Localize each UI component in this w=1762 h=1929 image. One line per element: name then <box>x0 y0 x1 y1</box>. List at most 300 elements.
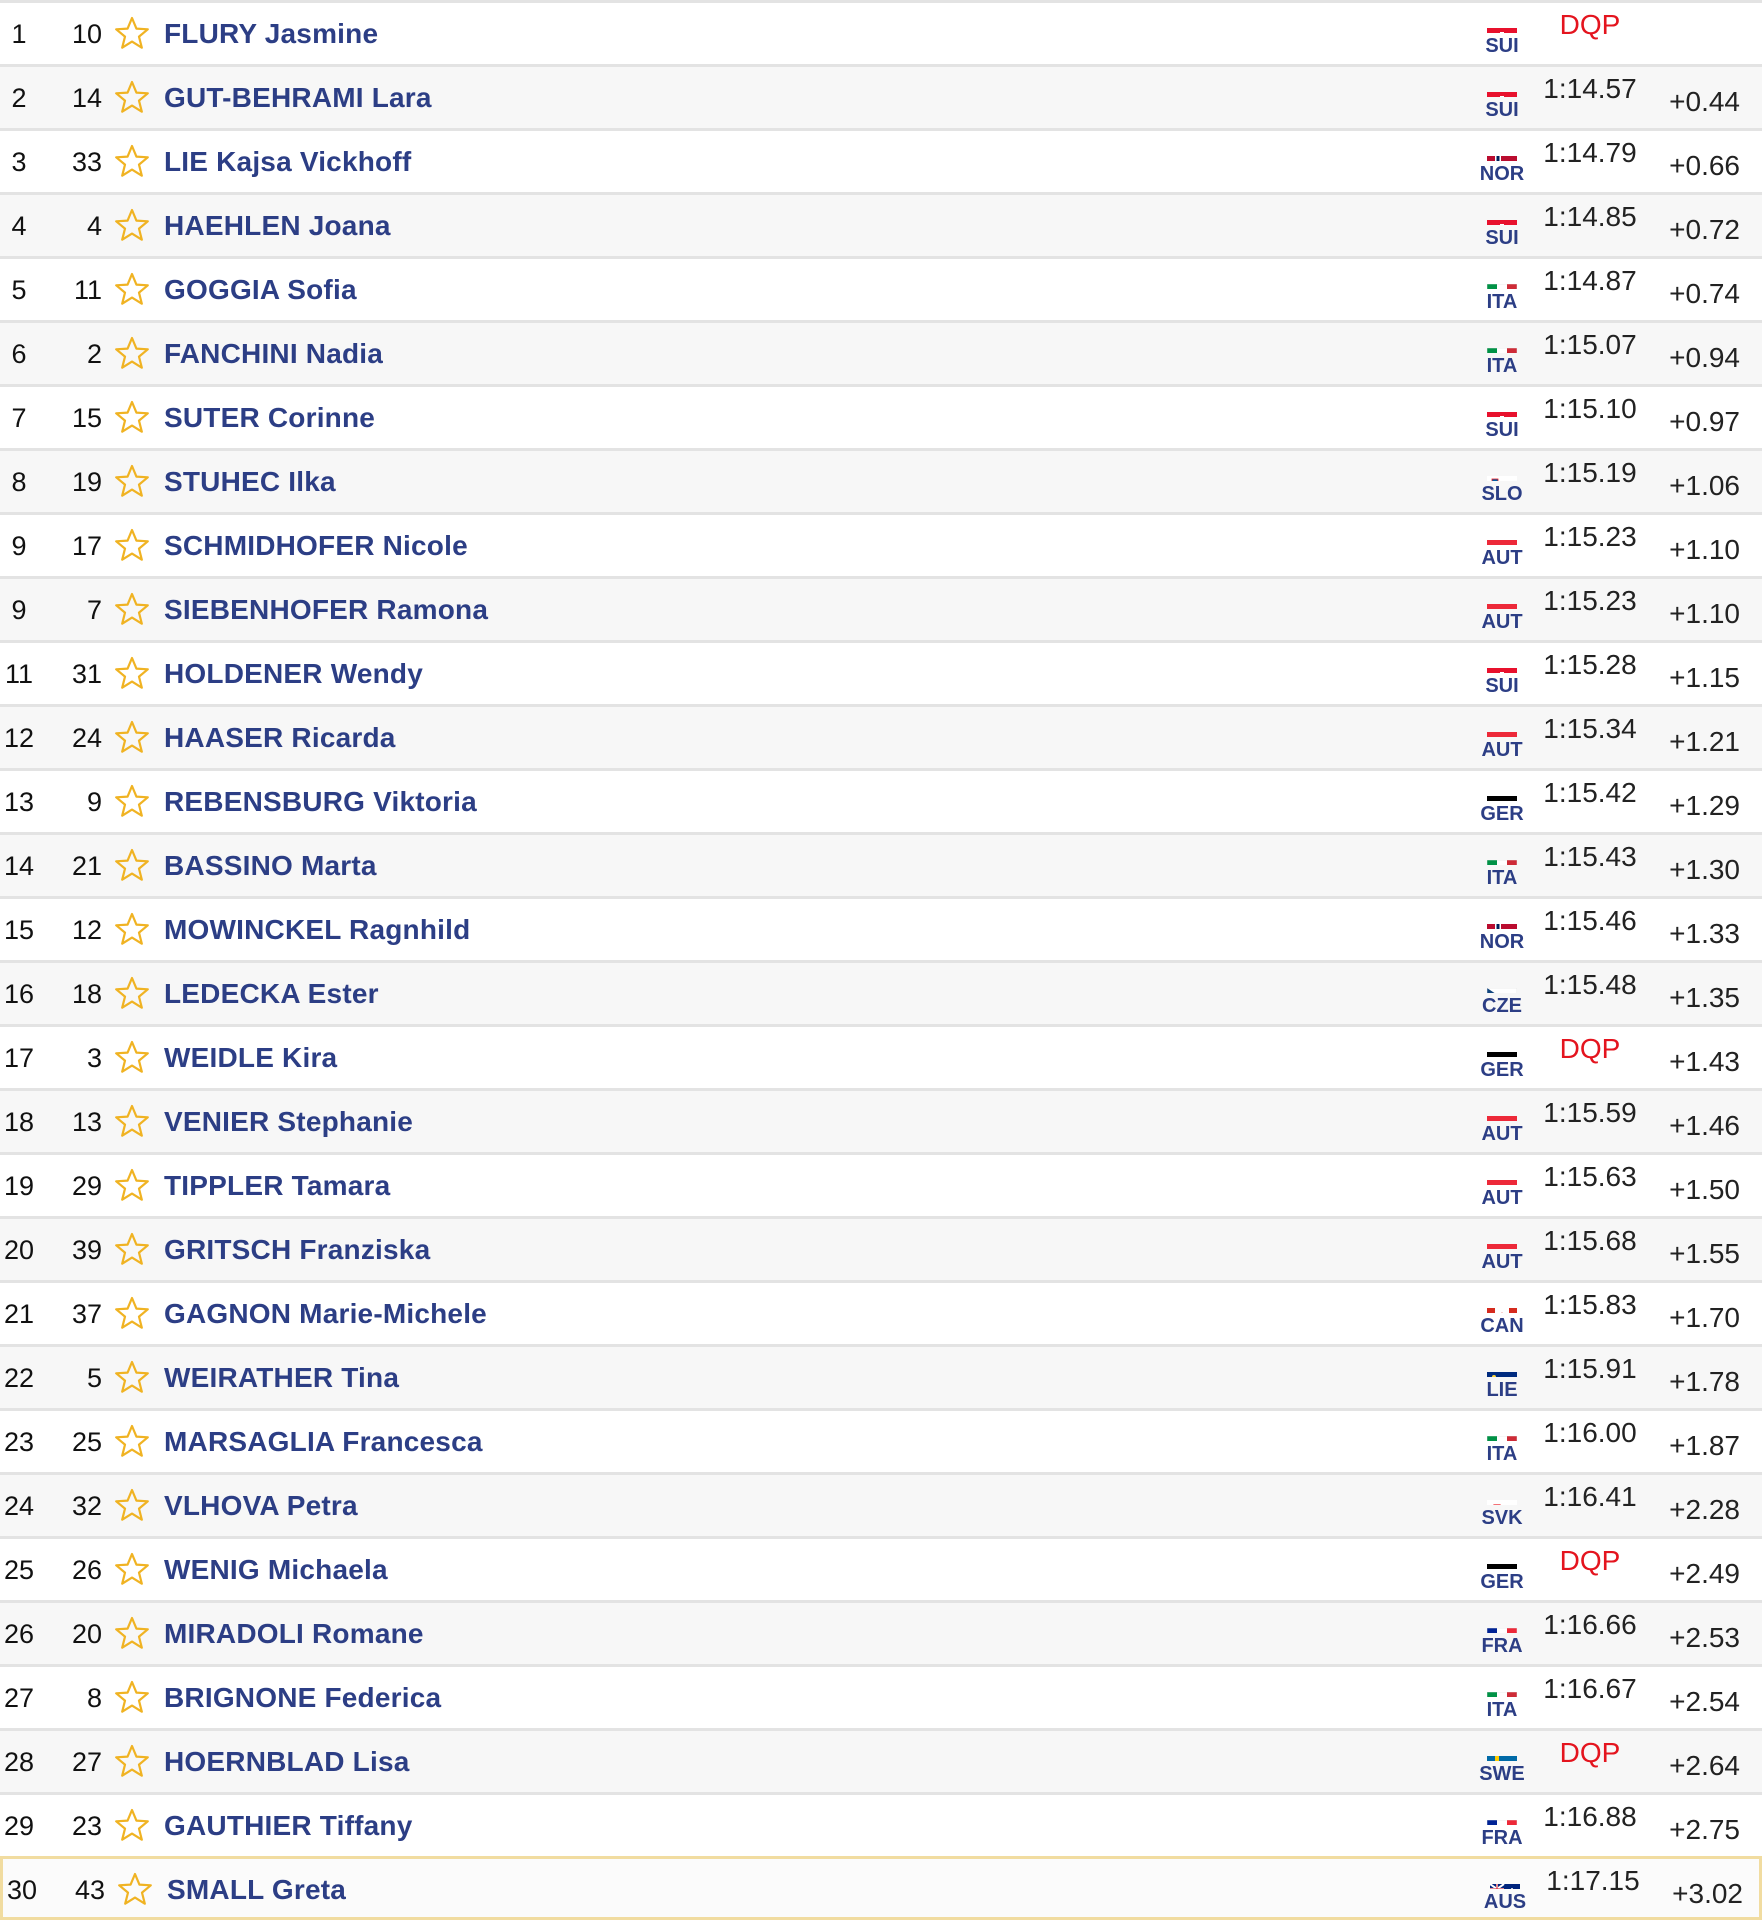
nation-code: ITA <box>1486 291 1518 313</box>
nation-code: ITA <box>1486 867 1518 889</box>
nation-code: NOR <box>1479 163 1525 185</box>
nation <box>1474 643 1530 704</box>
rank: 22 <box>3 1363 35 1393</box>
time-difference: +1.43 <box>1669 1046 1740 1077</box>
star-outline-icon[interactable] <box>112 1167 152 1205</box>
nation <box>1474 1219 1530 1280</box>
time-difference: +2.75 <box>1669 1814 1740 1845</box>
result-row[interactable] <box>0 1152 1762 1216</box>
flag-icon <box>1487 653 1517 673</box>
athlete-name[interactable]: LIE Kajsa Vickhoff <box>164 146 412 177</box>
flag-icon <box>1487 1805 1517 1825</box>
nation-code: AUT <box>1481 739 1523 761</box>
nation-code: AUT <box>1481 1251 1523 1273</box>
result-row[interactable] <box>0 1216 1762 1280</box>
rank: 12 <box>3 723 35 753</box>
star-outline-icon[interactable] <box>112 1103 152 1141</box>
rank: 24 <box>3 1491 35 1521</box>
nation-code: AUT <box>1481 1187 1523 1209</box>
nation <box>1474 515 1530 576</box>
bib-number: 43 <box>74 1875 105 1905</box>
star-outline-icon[interactable] <box>112 1039 152 1077</box>
run-time: 1:15.48 <box>1543 969 1637 1000</box>
result-row[interactable] <box>0 192 1762 256</box>
star-outline-icon[interactable] <box>112 1615 152 1653</box>
nation <box>1474 1475 1530 1536</box>
bib-number: 37 <box>71 1299 102 1329</box>
bib-number: 21 <box>71 851 102 881</box>
rank: 9 <box>11 531 27 561</box>
flag-icon <box>1487 141 1517 161</box>
bib-number: 27 <box>71 1747 102 1777</box>
star-outline-icon[interactable] <box>112 1743 152 1781</box>
rank: 20 <box>3 1235 35 1265</box>
rank: 18 <box>3 1107 35 1137</box>
bib-number: 8 <box>86 1683 102 1713</box>
flag-icon <box>1487 1677 1517 1697</box>
bib-number: 9 <box>86 787 102 817</box>
athlete-name[interactable]: FLURY Jasmine <box>164 18 379 49</box>
athlete-name[interactable]: SIEBENHOFER Ramona <box>164 594 489 625</box>
time-difference <box>1650 3 1740 64</box>
result-row[interactable] <box>0 1088 1762 1152</box>
athlete-name[interactable]: GRITSCH Franziska <box>164 1234 431 1265</box>
nation-code: AUT <box>1481 1123 1523 1145</box>
run-time: 1:15.19 <box>1543 457 1637 488</box>
nation <box>1474 1155 1530 1216</box>
time-difference: +1.87 <box>1669 1430 1740 1461</box>
run-time: 1:16.41 <box>1543 1481 1637 1512</box>
flag-icon <box>1487 1037 1517 1057</box>
nation <box>1474 835 1530 896</box>
run-time: 1:15.28 <box>1543 649 1637 680</box>
time-difference: +1.70 <box>1669 1302 1740 1333</box>
run-time: DQP <box>1559 1545 1621 1576</box>
star-outline-icon[interactable] <box>112 399 152 437</box>
rank: 4 <box>11 211 27 241</box>
star-outline-icon[interactable] <box>112 719 152 757</box>
flag-icon <box>1487 205 1517 225</box>
nation <box>1474 387 1530 448</box>
result-row[interactable] <box>0 1600 1762 1664</box>
athlete-name[interactable]: GAGNON Marie-Michele <box>164 1298 487 1329</box>
flag-icon <box>1487 1101 1517 1121</box>
run-time: DQP <box>1559 9 1621 40</box>
time-difference: +1.15 <box>1669 662 1740 693</box>
athlete-name[interactable]: VLHOVA Petra <box>164 1490 358 1521</box>
nation <box>1474 707 1530 768</box>
athlete-name[interactable]: MARSAGLIA Francesca <box>164 1426 483 1457</box>
star-outline-icon[interactable] <box>112 911 152 949</box>
athlete-name[interactable]: HOERNBLAD Lisa <box>164 1746 410 1777</box>
run-time: 1:16.67 <box>1543 1673 1637 1704</box>
time-difference: +1.30 <box>1669 854 1740 885</box>
nation <box>1474 1347 1530 1408</box>
star-outline-icon[interactable] <box>112 1807 152 1845</box>
bib-number: 18 <box>71 979 102 1009</box>
nation-code: CZE <box>1482 995 1522 1017</box>
rank: 8 <box>11 467 27 497</box>
nation <box>1477 1859 1533 1920</box>
flag-icon <box>1487 1421 1517 1441</box>
flag-icon <box>1487 781 1517 801</box>
time-difference: +1.46 <box>1669 1110 1740 1141</box>
star-outline-icon[interactable] <box>112 975 152 1013</box>
athlete-name[interactable]: HAASER Ricarda <box>164 722 396 753</box>
nation <box>1474 3 1530 64</box>
result-row[interactable] <box>0 384 1762 448</box>
result-row[interactable] <box>0 1728 1762 1792</box>
result-row[interactable] <box>0 1472 1762 1536</box>
run-time: 1:14.79 <box>1543 137 1637 168</box>
result-row[interactable] <box>0 256 1762 320</box>
star-outline-icon[interactable] <box>112 1679 152 1717</box>
star-outline-icon[interactable] <box>112 79 152 117</box>
nation <box>1474 259 1530 320</box>
athlete-name[interactable]: LEDECKA Ester <box>164 978 379 1009</box>
run-time: 1:15.42 <box>1543 777 1637 808</box>
bib-number: 2 <box>86 339 102 369</box>
flag-icon <box>1487 13 1517 33</box>
rank: 19 <box>3 1171 35 1201</box>
athlete-name[interactable]: SCHMIDHOFER Nicole <box>164 530 468 561</box>
time-difference: +2.54 <box>1669 1686 1740 1717</box>
nation-code: SUI <box>1485 227 1519 249</box>
run-time: 1:15.63 <box>1543 1161 1637 1192</box>
rank: 17 <box>3 1043 35 1073</box>
rank: 9 <box>11 595 27 625</box>
nation <box>1474 1667 1530 1728</box>
nation-code: SUI <box>1485 99 1519 121</box>
result-row[interactable] <box>0 640 1762 704</box>
nation-code: LIE <box>1486 1379 1518 1401</box>
star-outline-icon[interactable] <box>112 1231 152 1269</box>
result-row[interactable] <box>0 1536 1762 1600</box>
nation <box>1474 1731 1530 1792</box>
time-difference: +0.66 <box>1669 150 1740 181</box>
nation-code: SUI <box>1485 35 1519 57</box>
athlete-name[interactable]: BRIGNONE Federica <box>164 1682 442 1713</box>
flag-icon <box>1487 333 1517 353</box>
result-row[interactable] <box>0 320 1762 384</box>
nation-code: GER <box>1480 1059 1524 1081</box>
flag-icon <box>1487 461 1517 481</box>
bib-number: 33 <box>71 147 102 177</box>
flag-icon <box>1487 77 1517 97</box>
bib-number: 3 <box>86 1043 102 1073</box>
rank: 3 <box>11 147 27 177</box>
bib-number: 26 <box>71 1555 102 1585</box>
nation-code: AUT <box>1481 547 1523 569</box>
result-row[interactable] <box>0 64 1762 128</box>
star-outline-icon[interactable] <box>115 1871 155 1909</box>
nation-code: SLO <box>1481 483 1523 505</box>
nation <box>1474 771 1530 832</box>
nation <box>1474 579 1530 640</box>
bib-number: 12 <box>71 915 102 945</box>
star-outline-icon[interactable] <box>112 207 152 245</box>
bib-number: 19 <box>71 467 102 497</box>
run-time: 1:15.46 <box>1543 905 1637 936</box>
bib-number: 13 <box>71 1107 102 1137</box>
nation-code: SVK <box>1481 1507 1523 1529</box>
nation-code: FRA <box>1481 1635 1523 1657</box>
nation <box>1474 1603 1530 1664</box>
result-row[interactable] <box>0 1280 1762 1344</box>
nation <box>1474 131 1530 192</box>
run-time: 1:15.43 <box>1543 841 1637 872</box>
result-row[interactable] <box>0 832 1762 896</box>
star-outline-icon[interactable] <box>112 1359 152 1397</box>
nation-code: SUI <box>1485 675 1519 697</box>
run-time: 1:15.23 <box>1543 521 1637 552</box>
flag-icon <box>1487 1741 1517 1761</box>
run-time: 1:15.91 <box>1543 1353 1637 1384</box>
time-difference: +0.44 <box>1669 86 1740 117</box>
star-outline-icon[interactable] <box>112 463 152 501</box>
flag-icon <box>1487 1165 1517 1185</box>
run-time: 1:15.59 <box>1543 1097 1637 1128</box>
run-time: 1:14.57 <box>1543 73 1637 104</box>
nation-code: GER <box>1480 803 1524 825</box>
time-difference: +1.33 <box>1669 918 1740 949</box>
nation <box>1474 451 1530 512</box>
star-outline-icon[interactable] <box>112 1551 152 1589</box>
star-outline-icon[interactable] <box>112 15 152 53</box>
athlete-name[interactable]: WEIRATHER Tina <box>164 1362 400 1393</box>
run-time: 1:15.07 <box>1543 329 1637 360</box>
nation <box>1474 195 1530 256</box>
athlete-name[interactable]: WENIG Michaela <box>164 1554 388 1585</box>
flag-icon <box>1487 845 1517 865</box>
time-difference: +3.02 <box>1672 1878 1743 1909</box>
flag-icon <box>1487 717 1517 737</box>
nation-code: ITA <box>1486 1443 1518 1465</box>
time-difference: +0.74 <box>1669 278 1740 309</box>
run-time: 1:15.83 <box>1543 1289 1637 1320</box>
rank: 29 <box>3 1811 35 1841</box>
bib-number: 11 <box>73 275 102 305</box>
run-time: 1:15.10 <box>1543 393 1637 424</box>
result-row[interactable] <box>0 0 1762 64</box>
time-difference: +2.28 <box>1669 1494 1740 1525</box>
athlete-name[interactable]: FANCHINI Nadia <box>164 338 384 369</box>
nation <box>1474 963 1530 1024</box>
bib-number: 29 <box>71 1171 102 1201</box>
rank: 30 <box>6 1875 38 1905</box>
nation <box>1474 1539 1530 1600</box>
time-difference: +1.29 <box>1669 790 1740 821</box>
time-difference: +1.10 <box>1669 534 1740 565</box>
rank: 27 <box>3 1683 35 1713</box>
athlete-name[interactable]: MIRADOLI Romane <box>164 1618 424 1649</box>
result-row[interactable] <box>0 768 1762 832</box>
bib-number: 15 <box>71 403 102 433</box>
nation <box>1474 67 1530 128</box>
result-row[interactable] <box>0 704 1762 768</box>
nation <box>1474 1795 1530 1856</box>
run-time: 1:16.66 <box>1543 1609 1637 1640</box>
result-row[interactable] <box>0 128 1762 192</box>
rank: 13 <box>3 787 35 817</box>
run-time: 1:15.23 <box>1543 585 1637 616</box>
athlete-name[interactable]: STUHEC Ilka <box>164 466 336 497</box>
nation-code: AUT <box>1481 611 1523 633</box>
time-difference: +1.10 <box>1669 598 1740 629</box>
result-row[interactable] <box>0 960 1762 1024</box>
result-row[interactable] <box>0 1344 1762 1408</box>
athlete-name[interactable]: GAUTHIER Tiffany <box>164 1810 413 1841</box>
bib-number: 4 <box>86 211 102 241</box>
rank: 23 <box>3 1427 35 1457</box>
athlete-name[interactable]: REBENSBURG Viktoria <box>164 786 477 817</box>
run-time: 1:15.34 <box>1543 713 1637 744</box>
nation <box>1474 899 1530 960</box>
athlete-name[interactable]: SUTER Corinne <box>164 402 376 433</box>
nation-code: SWE <box>1479 1763 1525 1785</box>
bib-number: 32 <box>71 1491 102 1521</box>
bib-number: 20 <box>71 1619 102 1649</box>
star-outline-icon[interactable] <box>112 335 152 373</box>
flag-icon <box>1487 525 1517 545</box>
nation-code: AUS <box>1483 1891 1527 1913</box>
athlete-name[interactable]: GOGGIA Sofia <box>164 274 357 305</box>
star-outline-icon[interactable] <box>112 271 152 309</box>
rank: 26 <box>3 1619 35 1649</box>
rank: 15 <box>3 915 35 945</box>
bib-number: 14 <box>71 83 102 113</box>
athlete-name[interactable]: WEIDLE Kira <box>164 1042 338 1073</box>
rank: 25 <box>3 1555 35 1585</box>
nation-code: SUI <box>1485 419 1519 441</box>
time-difference: +2.64 <box>1669 1750 1740 1781</box>
flag-icon <box>1487 1229 1517 1249</box>
flag-icon <box>1487 1613 1517 1633</box>
nation-code: GER <box>1480 1571 1524 1593</box>
rank: 16 <box>3 979 35 1009</box>
star-outline-icon[interactable] <box>112 847 152 885</box>
bib-number: 17 <box>71 531 102 561</box>
flag-icon <box>1487 1293 1517 1313</box>
flag-icon <box>1487 397 1517 417</box>
athlete-name[interactable]: TIPPLER Tamara <box>164 1170 391 1201</box>
result-row[interactable] <box>0 1856 1762 1920</box>
rank: 28 <box>3 1747 35 1777</box>
result-row[interactable] <box>0 512 1762 576</box>
result-row[interactable] <box>0 1408 1762 1472</box>
athlete-name[interactable]: GUT-BEHRAMI Lara <box>164 82 432 113</box>
bib-number: 24 <box>71 723 102 753</box>
rank: 2 <box>11 83 27 113</box>
nation <box>1474 1027 1530 1088</box>
nation-code: CAN <box>1480 1315 1524 1337</box>
nation <box>1474 1091 1530 1152</box>
flag-icon <box>1487 1549 1517 1569</box>
run-time: 1:14.87 <box>1543 265 1637 296</box>
time-difference: +0.97 <box>1669 406 1740 437</box>
time-difference: +1.50 <box>1669 1174 1740 1205</box>
rank: 7 <box>11 403 27 433</box>
athlete-name[interactable]: HAEHLEN Joana <box>164 210 391 241</box>
star-outline-icon[interactable] <box>112 527 152 565</box>
time-difference: +1.21 <box>1669 726 1740 757</box>
time-difference: +1.55 <box>1669 1238 1740 1269</box>
flag-icon <box>1487 1485 1517 1505</box>
nation-code: ITA <box>1486 355 1518 377</box>
rank: 5 <box>11 275 27 305</box>
rank: 6 <box>11 339 27 369</box>
run-time: 1:14.85 <box>1543 201 1637 232</box>
star-outline-icon[interactable] <box>112 143 152 181</box>
star-outline-icon[interactable] <box>112 655 152 693</box>
flag-icon <box>1487 589 1517 609</box>
run-time: 1:17.15 <box>1546 1865 1640 1896</box>
bib-number: 7 <box>86 595 102 625</box>
athlete-name[interactable]: VENIER Stephanie <box>164 1106 414 1137</box>
star-outline-icon[interactable] <box>112 591 152 629</box>
flag-icon <box>1487 1357 1517 1377</box>
athlete-name[interactable]: BASSINO Marta <box>164 850 377 881</box>
nation-code: ITA <box>1486 1699 1518 1721</box>
bib-number: 25 <box>71 1427 102 1457</box>
result-row[interactable] <box>0 448 1762 512</box>
bib-number: 31 <box>71 659 102 689</box>
result-row[interactable] <box>0 1792 1762 1856</box>
run-time: 1:15.68 <box>1543 1225 1637 1256</box>
run-time: DQP <box>1559 1033 1621 1064</box>
athlete-name[interactable]: HOLDENER Wendy <box>164 658 423 689</box>
nation <box>1474 1411 1530 1472</box>
nation <box>1474 323 1530 384</box>
result-row[interactable] <box>0 896 1762 960</box>
rank: 1 <box>11 19 27 49</box>
nation-code: NOR <box>1479 931 1525 953</box>
bib-number: 10 <box>71 19 102 49</box>
time-difference: +0.94 <box>1669 342 1740 373</box>
time-difference: +1.06 <box>1669 470 1740 501</box>
run-time: 1:16.00 <box>1543 1417 1637 1448</box>
result-row[interactable] <box>0 1024 1762 1088</box>
time-difference: +0.72 <box>1669 214 1740 245</box>
athlete-name[interactable]: SMALL Greta <box>167 1874 347 1905</box>
run-time: 1:16.88 <box>1543 1801 1637 1832</box>
bib-number: 5 <box>86 1363 102 1393</box>
star-outline-icon[interactable] <box>112 1423 152 1461</box>
star-outline-icon[interactable] <box>112 1487 152 1525</box>
nation <box>1474 1283 1530 1344</box>
nation-code: FRA <box>1481 1827 1523 1849</box>
rank: 21 <box>3 1299 35 1329</box>
time-difference: +1.78 <box>1669 1366 1740 1397</box>
time-difference: +1.35 <box>1669 982 1740 1013</box>
flag-icon <box>1490 1869 1520 1889</box>
bib-number: 39 <box>71 1235 102 1265</box>
athlete-name[interactable]: MOWINCKEL Ragnhild <box>164 914 471 945</box>
flag-icon <box>1487 909 1517 929</box>
bib-number: 23 <box>71 1811 102 1841</box>
time-difference: +2.49 <box>1669 1558 1740 1589</box>
result-row[interactable] <box>0 576 1762 640</box>
rank: 14 <box>3 851 35 881</box>
star-outline-icon[interactable] <box>112 1295 152 1333</box>
time-difference: +2.53 <box>1669 1622 1740 1653</box>
flag-icon <box>1487 973 1517 993</box>
star-outline-icon[interactable] <box>112 783 152 821</box>
result-row[interactable] <box>0 1664 1762 1728</box>
flag-icon <box>1487 269 1517 289</box>
rank: 11 <box>4 659 34 689</box>
run-time: DQP <box>1559 1737 1621 1768</box>
